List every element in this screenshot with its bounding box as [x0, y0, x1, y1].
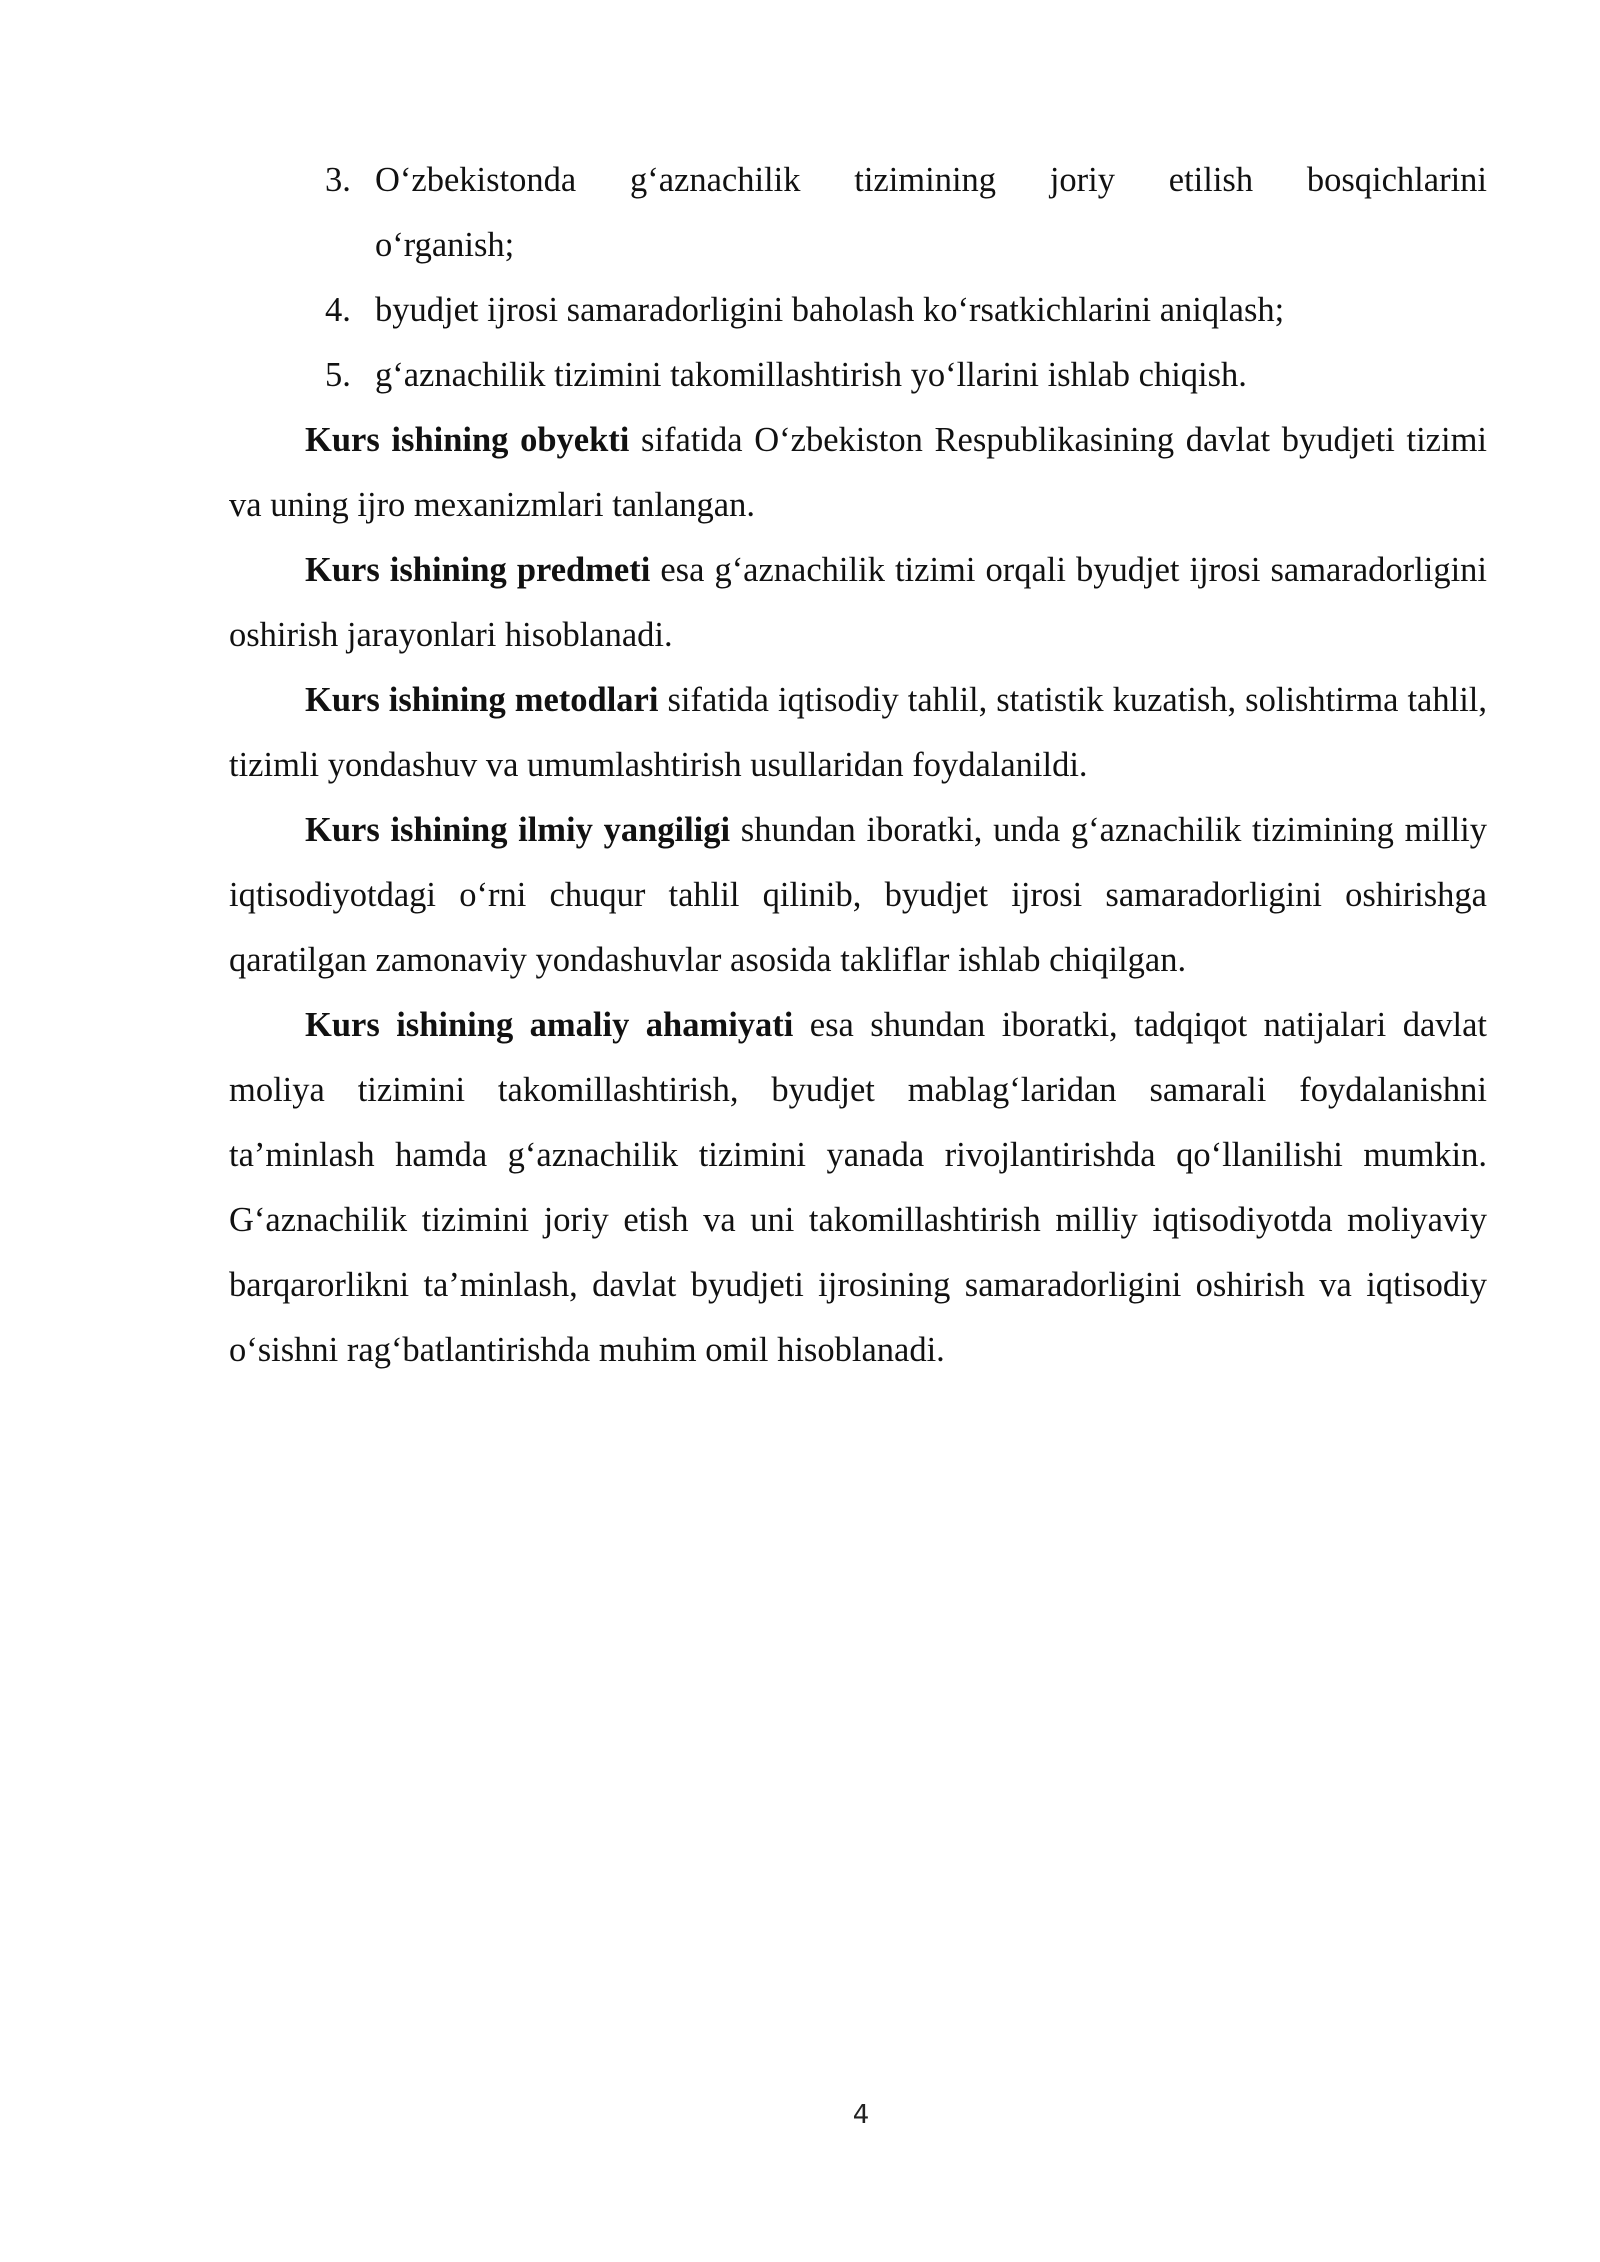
page-body [229, 148, 1487, 1383]
paragraph-subject [229, 538, 1487, 668]
list-item [229, 278, 1487, 343]
paragraph-text: sifatida iqtisodiy tahlil, statistik kuzatish, solishtirma tahlil, tizimli yondashuv va umumlashtirish usullaridan foydalanildi. [229, 681, 1488, 784]
list-item-text-continuation: o‘rganish; [375, 226, 515, 264]
paragraph-text: esa g‘aznachilik tizimi orqali byudjet ijrosi samaradorligini oshirish jarayonlari hisoblanadi. [229, 551, 1487, 654]
paragraph-heading: Kurs ishining ilmiy yangiligi [305, 811, 731, 849]
list-item-text: O‘zbekistonda g‘aznachilik tizimining joriy etilish bosqichlarini [375, 161, 1487, 199]
paragraph-practical-significance [229, 993, 1487, 1383]
paragraph-heading: Kurs ishining metodlari [305, 681, 659, 719]
objectives-list [229, 148, 1487, 408]
list-item-text: byudjet ijrosi samaradorligini baholash ko‘rsatkichlarini aniqlash; [375, 291, 1285, 329]
paragraph-heading: Kurs ishining predmeti [305, 551, 651, 589]
list-item-number: 3. [325, 161, 351, 199]
paragraph-text: sifatida O‘zbekiston Respublikasining davlat byudjeti tizimi va uning ijro mexanizmlari tanlangan. [229, 421, 1487, 524]
list-item [229, 343, 1487, 408]
paragraph-methods [229, 668, 1487, 798]
list-item-text: g‘aznachilik tizimini takomillashtirish yo‘llarini ishlab chiqish. [375, 356, 1247, 394]
list-item-number: 4. [325, 291, 351, 329]
list-item-number: 5. [325, 356, 351, 394]
list-item [229, 148, 1487, 278]
paragraph-text: esa shundan iboratki, tadqiqot natijalari davlat moliya tizimini takomillashtirish, byudjet mablag‘laridan samarali foydalanishni ta’minlash hamda g‘aznachilik tizimini yanada rivojlantirishda qo‘llanilishi mumkin. G‘aznachilik tizimini joriy etish va uni takomillashtirish milliy iqtisodiyotda moliyaviy barqarorlikni ta’minlash, davlat byudjeti ijrosining samaradorligini oshirish va iqtisodiy o‘sishni rag‘batlantirishda muhim omil hisoblanadi. [229, 1006, 1487, 1369]
paragraph-text: shundan iboratki, unda g‘aznachilik tizimining milliy iqtisodiyotdagi o‘rni chuqur tahlil qilinib, byudjet ijrosi samaradorligini oshirishga qaratilgan zamonaviy yondashuvlar asosida takliflar ishlab chiqilgan. [229, 811, 1487, 979]
page-number: 4 [852, 2100, 870, 2130]
paragraph-heading: Kurs ishining obyekti [305, 421, 630, 459]
paragraph-object [229, 408, 1487, 538]
paragraph-heading: Kurs ishining amaliy ahamiyati [305, 1006, 794, 1044]
paragraph-novelty [229, 798, 1487, 993]
